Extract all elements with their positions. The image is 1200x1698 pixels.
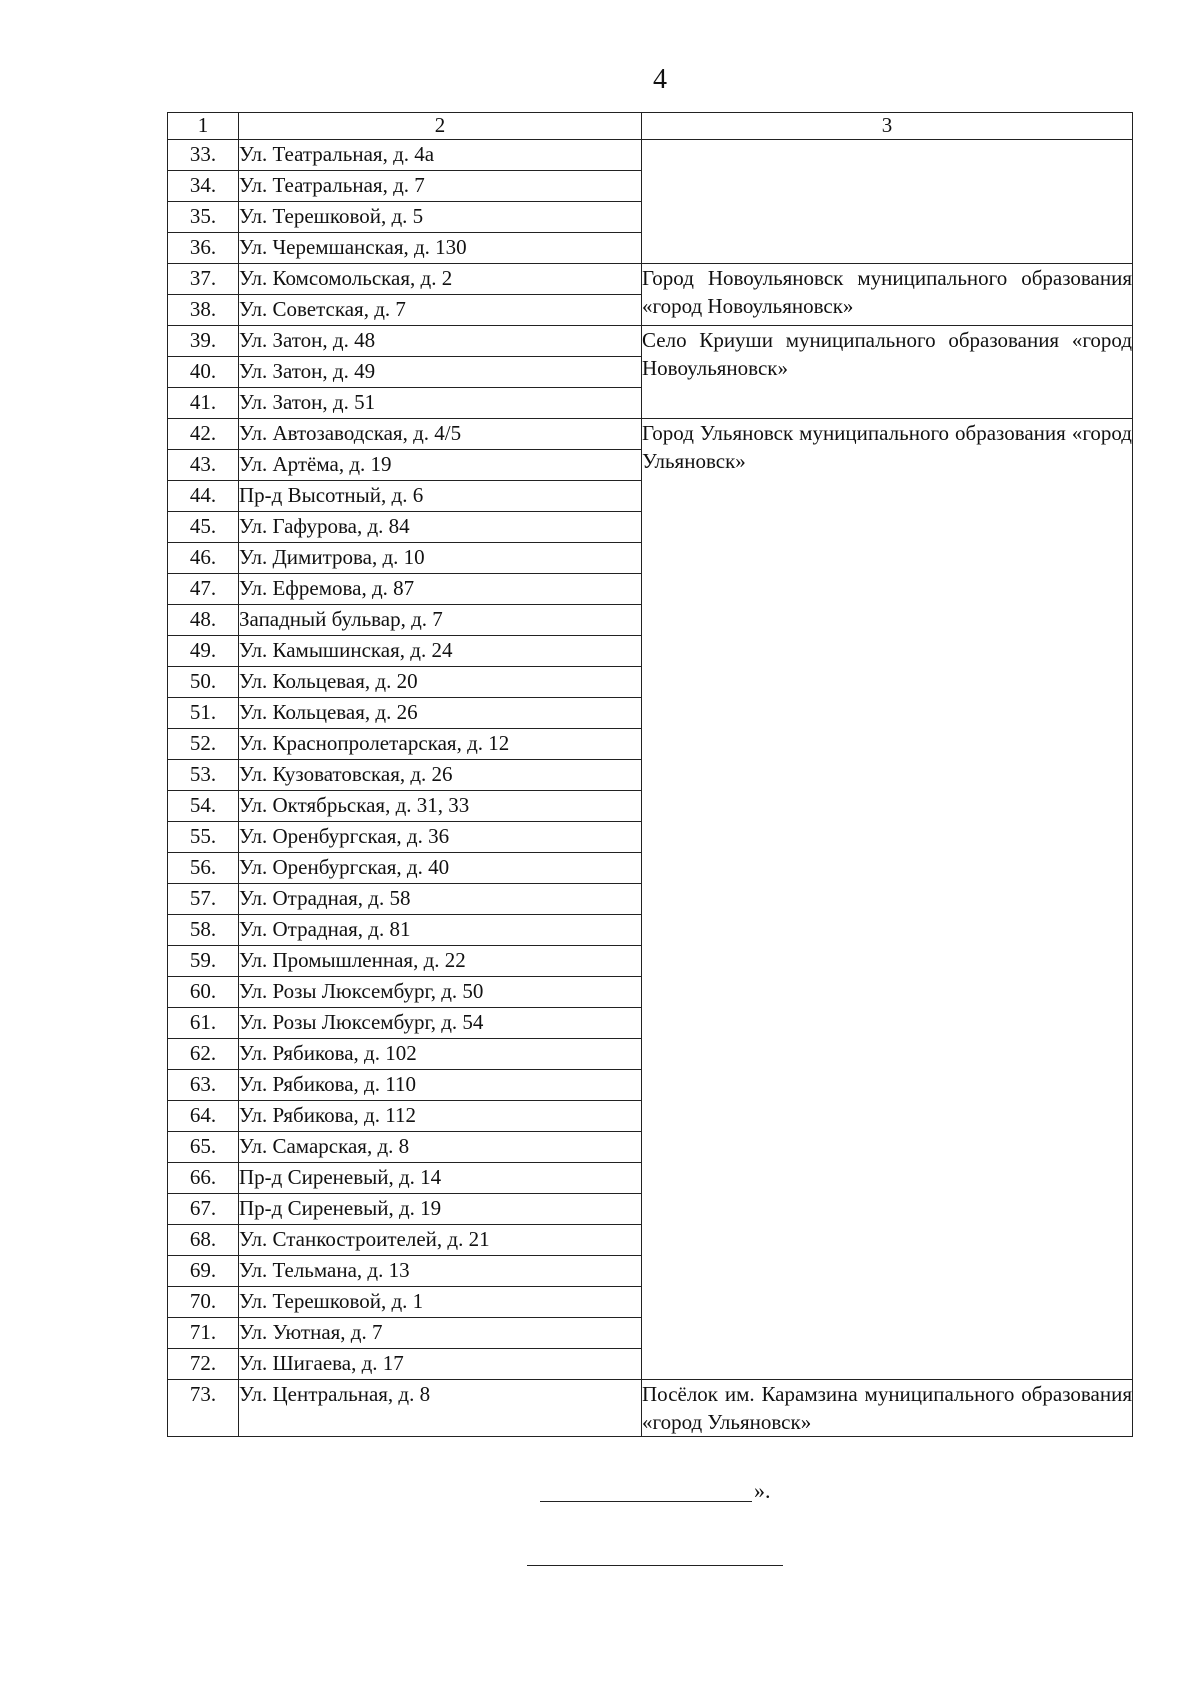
row-number: 51. [168,698,239,729]
row-number: 50. [168,667,239,698]
row-number: 33. [168,140,239,171]
row-address: Ул. Черемшанская, д. 130 [239,233,642,264]
row-number: 38. [168,295,239,326]
row-number: 65. [168,1132,239,1163]
row-address: Ул. Оренбургская, д. 40 [239,853,642,884]
row-address: Ул. Гафурова, д. 84 [239,512,642,543]
row-address: Ул. Затон, д. 51 [239,388,642,419]
row-number: 59. [168,946,239,977]
region-cell: Село Криуши муниципального образования «город Новоульяновск» [642,326,1133,419]
row-address: Ул. Рябикова, д. 110 [239,1070,642,1101]
row-number: 44. [168,481,239,512]
row-number: 57. [168,884,239,915]
row-address: Пр-д Сиреневый, д. 14 [239,1163,642,1194]
row-number: 40. [168,357,239,388]
row-number: 47. [168,574,239,605]
row-address: Ул. Краснопролетарская, д. 12 [239,729,642,760]
row-number: 34. [168,171,239,202]
row-address: Ул. Артёма, д. 19 [239,450,642,481]
column-header: 2 [239,113,642,140]
table-row [168,1380,1133,1437]
row-number: 71. [168,1318,239,1349]
row-address: Ул. Димитрова, д. 10 [239,543,642,574]
closing-quote: ». [754,1478,771,1503]
row-address: Ул. Автозаводская, д. 4/5 [239,419,642,450]
row-number: 62. [168,1039,239,1070]
row-number: 69. [168,1256,239,1287]
row-address: Западный бульвар, д. 7 [239,605,642,636]
row-address: Ул. Отрадная, д. 58 [239,884,642,915]
table-row [168,326,1133,357]
row-address: Ул. Затон, д. 49 [239,357,642,388]
row-number: 56. [168,853,239,884]
row-number: 35. [168,202,239,233]
row-number: 73. [168,1380,239,1437]
row-number: 52. [168,729,239,760]
table-row [168,264,1133,295]
row-number: 61. [168,1008,239,1039]
row-number: 72. [168,1349,239,1380]
row-number: 45. [168,512,239,543]
row-address: Ул. Промышленная, д. 22 [239,946,642,977]
row-number: 49. [168,636,239,667]
row-number: 63. [168,1070,239,1101]
region-cell: Город Ульяновск муниципального образования «город Ульяновск» [642,419,1133,1380]
region-cell: Город Новоульяновск муниципального образования «город Новоульяновск» [642,264,1133,326]
region-cell [642,140,1133,264]
region-cell: Посёлок им. Карамзина муниципального образования «город Ульяновск» [642,1380,1133,1437]
row-address: Пр-д Высотный, д. 6 [239,481,642,512]
row-address: Ул. Уютная, д. 7 [239,1318,642,1349]
table-row [168,140,1133,171]
row-address: Ул. Розы Люксембург, д. 50 [239,977,642,1008]
row-address: Ул. Тельмана, д. 13 [239,1256,642,1287]
row-number: 58. [168,915,239,946]
row-number: 36. [168,233,239,264]
row-number: 53. [168,760,239,791]
row-address: Ул. Затон, д. 48 [239,326,642,357]
row-address: Ул. Рябикова, д. 112 [239,1101,642,1132]
row-number: 67. [168,1194,239,1225]
row-address: Ул. Рябикова, д. 102 [239,1039,642,1070]
end-rule [527,1565,783,1566]
row-number: 39. [168,326,239,357]
row-address: Ул. Станкостроителей, д. 21 [239,1225,642,1256]
column-header: 3 [642,113,1133,140]
row-address: Ул. Камышинская, д. 24 [239,636,642,667]
closing-underline [540,1501,752,1502]
row-number: 60. [168,977,239,1008]
row-address: Ул. Кольцевая, д. 20 [239,667,642,698]
row-address: Ул. Кольцевая, д. 26 [239,698,642,729]
row-number: 43. [168,450,239,481]
table-header-row [168,113,1133,140]
row-address: Ул. Ефремова, д. 87 [239,574,642,605]
column-header: 1 [168,113,239,140]
address-table [167,112,1133,1437]
row-number: 66. [168,1163,239,1194]
row-address: Ул. Оренбургская, д. 36 [239,822,642,853]
row-address: Ул. Комсомольская, д. 2 [239,264,642,295]
row-address: Ул. Розы Люксембург, д. 54 [239,1008,642,1039]
row-address: Ул. Центральная, д. 8 [239,1380,642,1437]
page-number: 4 [653,64,667,95]
row-number: 48. [168,605,239,636]
row-address: Ул. Театральная, д. 7 [239,171,642,202]
row-number: 54. [168,791,239,822]
row-address: Ул. Советская, д. 7 [239,295,642,326]
row-address: Ул. Самарская, д. 8 [239,1132,642,1163]
row-number: 37. [168,264,239,295]
row-address: Ул. Отрадная, д. 81 [239,915,642,946]
row-address: Ул. Октябрьская, д. 31, 33 [239,791,642,822]
row-address: Ул. Шигаева, д. 17 [239,1349,642,1380]
row-address: Пр-д Сиреневый, д. 19 [239,1194,642,1225]
row-address: Ул. Терешковой, д. 5 [239,202,642,233]
table-row [168,419,1133,450]
row-number: 41. [168,388,239,419]
row-number: 70. [168,1287,239,1318]
row-address: Ул. Терешковой, д. 1 [239,1287,642,1318]
row-number: 46. [168,543,239,574]
row-address: Ул. Театральная, д. 4а [239,140,642,171]
row-number: 68. [168,1225,239,1256]
row-address: Ул. Кузоватовская, д. 26 [239,760,642,791]
row-number: 55. [168,822,239,853]
row-number: 64. [168,1101,239,1132]
row-number: 42. [168,419,239,450]
